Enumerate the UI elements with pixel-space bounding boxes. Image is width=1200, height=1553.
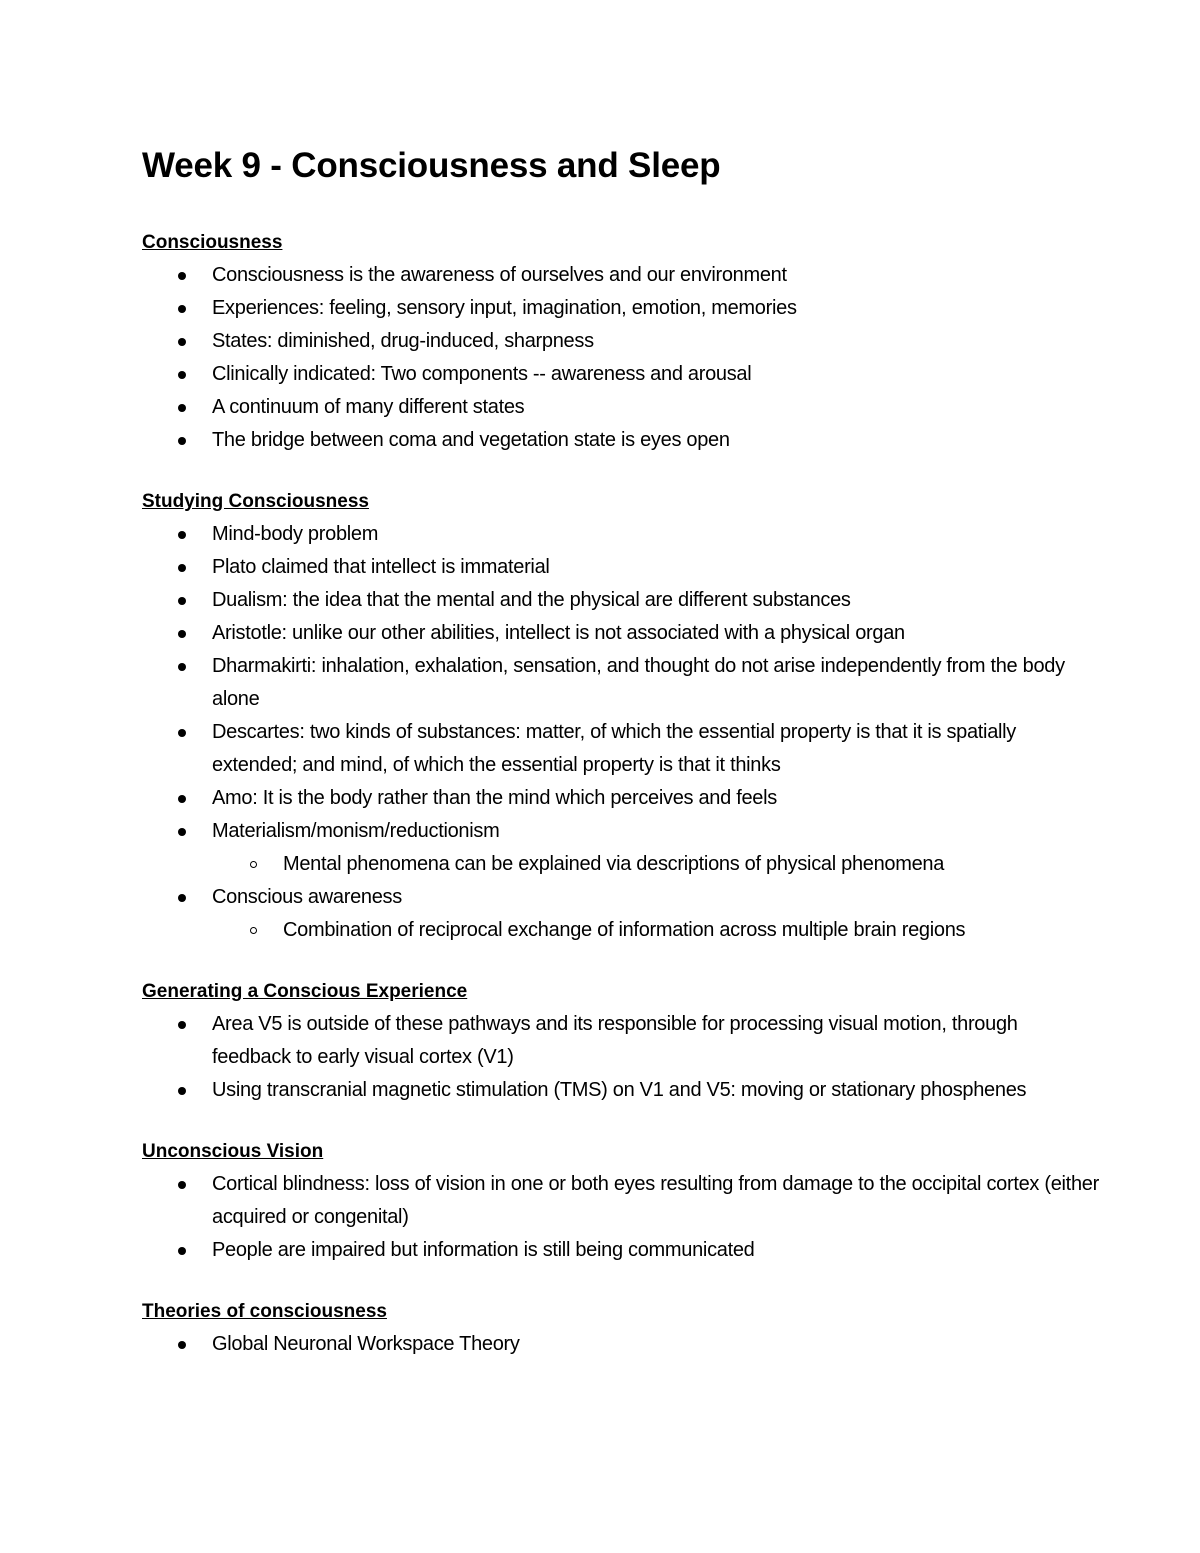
bullet-icon bbox=[178, 894, 186, 902]
list-item-text: Clinically indicated: Two components -- awareness and arousal bbox=[212, 363, 752, 385]
bullet-icon bbox=[178, 1341, 186, 1349]
bullet-icon bbox=[178, 1087, 186, 1095]
bullet-icon bbox=[178, 305, 186, 313]
list-item-text: Aristotle: unlike our other abilities, intellect is not associated with a physical organ bbox=[212, 622, 905, 644]
bullet-list bbox=[142, 1168, 1100, 1267]
list-item bbox=[142, 881, 1100, 947]
bullet-list bbox=[142, 259, 1100, 457]
bullet-icon bbox=[178, 564, 186, 572]
bullet-icon bbox=[178, 371, 186, 379]
bullet-icon bbox=[178, 663, 186, 671]
bullet-icon bbox=[178, 1247, 186, 1255]
list-item bbox=[142, 782, 1100, 815]
bullet-icon bbox=[178, 531, 186, 539]
list-item bbox=[142, 1234, 1100, 1267]
list-item-text: Using transcranial magnetic stimulation (TMS) on V1 and V5: moving or stationary phosphenes bbox=[212, 1079, 1027, 1101]
sub-list-item-text: Combination of reciprocal exchange of information across multiple brain regions bbox=[283, 919, 966, 941]
list-item-text: Materialism/monism/reductionism bbox=[212, 820, 500, 842]
section-heading: Studying Consciousness bbox=[142, 491, 369, 512]
list-item bbox=[142, 358, 1100, 391]
bullet-list bbox=[142, 1008, 1100, 1107]
list-item-text: Dualism: the idea that the mental and the physical are different substances bbox=[212, 589, 851, 611]
list-item bbox=[142, 424, 1100, 457]
list-item-text: A continuum of many different states bbox=[212, 396, 525, 418]
bullet-icon bbox=[178, 729, 186, 737]
list-item-text: Area V5 is outside of these pathways and its responsible for processing visual motion, through feedback to early visual cortex (V1) bbox=[212, 1013, 1018, 1068]
list-item-text: Experiences: feeling, sensory input, imagination, emotion, memories bbox=[212, 297, 797, 319]
bullet-list bbox=[142, 1328, 1100, 1361]
hollow-bullet-icon bbox=[250, 927, 257, 934]
list-item-text: Cortical blindness: loss of vision in one or both eyes resulting from damage to the occipital cortex (either acquired or congenital) bbox=[212, 1173, 1099, 1228]
sub-list-item-text: Mental phenomena can be explained via descriptions of physical phenomena bbox=[283, 853, 945, 875]
list-item bbox=[142, 815, 1100, 881]
hollow-bullet-icon bbox=[250, 861, 257, 868]
list-item-text: Mind-body problem bbox=[212, 523, 379, 545]
list-item bbox=[142, 584, 1100, 617]
list-item-text: Dharmakirti: inhalation, exhalation, sensation, and thought do not arise independently from the body alone bbox=[212, 655, 1065, 710]
list-item-text: Consciousness is the awareness of ourselves and our environment bbox=[212, 264, 787, 286]
page-title: Week 9 - Consciousness and Sleep bbox=[142, 146, 721, 185]
list-item bbox=[142, 1074, 1100, 1107]
sub-list-item bbox=[212, 914, 1100, 947]
list-item-text: People are impaired but information is still being communicated bbox=[212, 1239, 755, 1261]
list-item bbox=[142, 617, 1100, 650]
bullet-icon bbox=[178, 437, 186, 445]
list-item-text: Plato claimed that intellect is immaterial bbox=[212, 556, 550, 578]
list-item-text: Descartes: two kinds of substances: matter, of which the essential property is that it is spatially extended; and mind, of which the essential property is that it thinks bbox=[212, 721, 1017, 776]
bullet-icon bbox=[178, 338, 186, 346]
sub-list-item bbox=[212, 848, 1100, 881]
list-item bbox=[142, 716, 1100, 782]
list-item-text: Amo: It is the body rather than the mind which perceives and feels bbox=[212, 787, 777, 809]
list-item bbox=[142, 1008, 1100, 1074]
list-item bbox=[142, 650, 1100, 716]
bullet-icon bbox=[178, 1181, 186, 1189]
bullet-icon bbox=[178, 272, 186, 280]
list-item-text: The bridge between coma and vegetation state is eyes open bbox=[212, 429, 730, 451]
section-heading: Generating a Conscious Experience bbox=[142, 981, 468, 1002]
list-item-text: States: diminished, drug-induced, sharpness bbox=[212, 330, 594, 352]
bullet-list bbox=[142, 518, 1100, 947]
list-item bbox=[142, 391, 1100, 424]
list-item bbox=[142, 1328, 1100, 1361]
list-item bbox=[142, 292, 1100, 325]
section bbox=[142, 1295, 1100, 1361]
list-item-text: Global Neuronal Workspace Theory bbox=[212, 1333, 520, 1355]
document-body bbox=[142, 226, 1100, 1361]
list-item bbox=[142, 518, 1100, 551]
list-item-text: Conscious awareness bbox=[212, 886, 402, 908]
section-heading: Theories of consciousness bbox=[142, 1301, 387, 1322]
list-item bbox=[142, 551, 1100, 584]
bullet-icon bbox=[178, 630, 186, 638]
list-item bbox=[142, 259, 1100, 292]
bullet-icon bbox=[178, 404, 186, 412]
bullet-icon bbox=[178, 1021, 186, 1029]
sub-bullet-list bbox=[212, 848, 1100, 881]
section bbox=[142, 485, 1100, 947]
sub-bullet-list bbox=[212, 914, 1100, 947]
section bbox=[142, 226, 1100, 457]
bullet-icon bbox=[178, 828, 186, 836]
section bbox=[142, 975, 1100, 1107]
section-heading: Unconscious Vision bbox=[142, 1141, 324, 1162]
list-item bbox=[142, 1168, 1100, 1234]
section bbox=[142, 1135, 1100, 1267]
bullet-icon bbox=[178, 597, 186, 605]
section-heading: Consciousness bbox=[142, 232, 283, 253]
list-item bbox=[142, 325, 1100, 358]
bullet-icon bbox=[178, 795, 186, 803]
